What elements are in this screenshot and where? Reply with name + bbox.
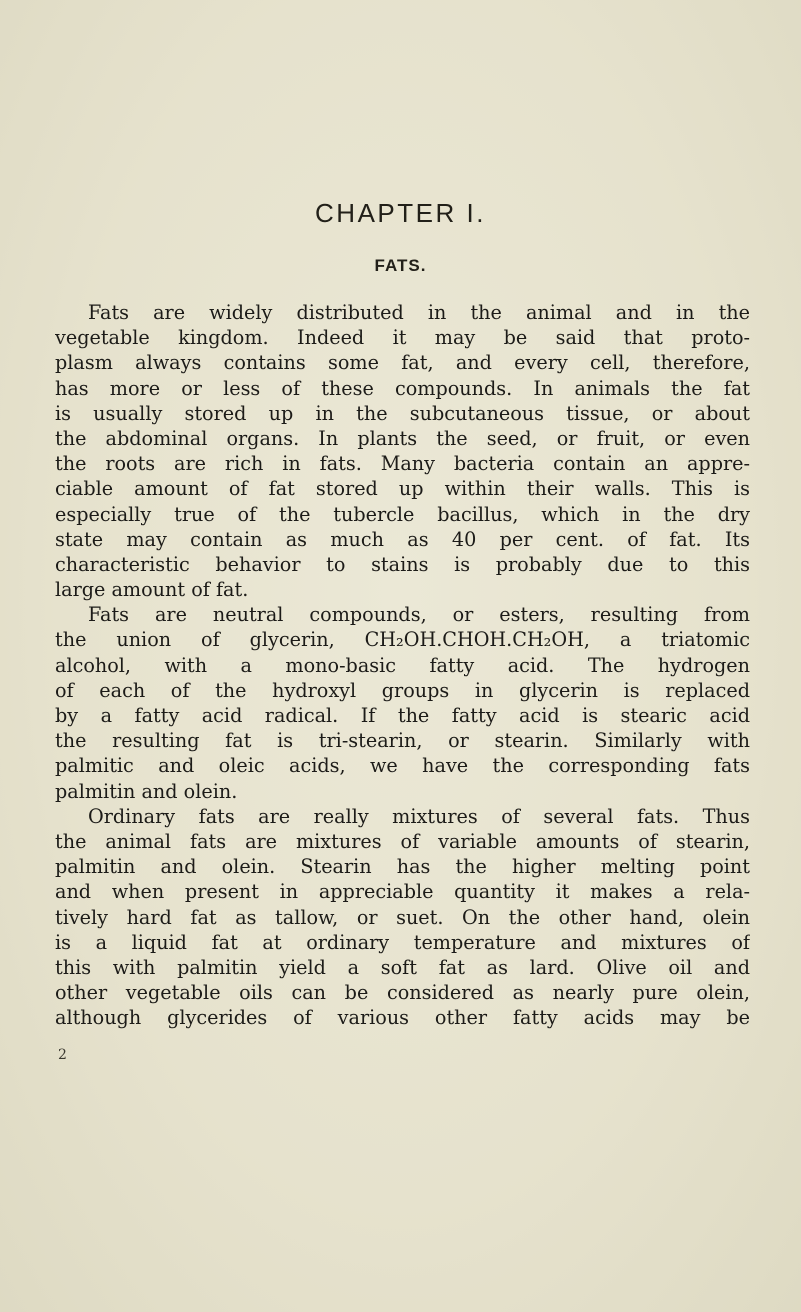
text-line: is usually stored up in the subcutaneous tissue, or about xyxy=(55,401,750,425)
text-line: the roots are rich in fats. Many bacteria contain an appre- xyxy=(55,452,750,476)
text-line: tively hard fat as tallow, or suet. On the other hand, olein xyxy=(55,905,750,929)
text-line: state may contain as much as 40 per cent. of fat. Its xyxy=(55,527,750,551)
text-line: palmitin and olein. Stearin has the higher melting point xyxy=(55,855,750,879)
text-line: other vegetable oils can be considered as nearly pure olein, xyxy=(55,981,750,1005)
section-title: FATS. xyxy=(374,256,427,275)
text-line: Fats are widely distributed in the animal and in the xyxy=(88,301,750,324)
text-line: this with palmitin yield a soft fat as lard. Olive oil and xyxy=(55,955,750,979)
text-line: large amount of fat. xyxy=(55,578,249,602)
text-line: of each of the hydroxyl groups in glycerin is replaced xyxy=(55,678,750,702)
body-text xyxy=(55,300,750,1030)
chapter-heading: CHAPTER I. xyxy=(315,198,486,228)
text-line: the abdominal organs. In plants the seed, or fruit, or even xyxy=(55,426,750,450)
text-line: palmitin and olein. xyxy=(55,779,238,803)
text-line: although glycerides of various other fatty acids may be xyxy=(55,1006,750,1030)
text-line: Fats are neutral compounds, or esters, resulting from xyxy=(88,603,750,627)
text-line: and when present in appreciable quantity it makes a rela- xyxy=(55,880,750,904)
text-line: especially true of the tubercle bacillus, which in the dry xyxy=(55,502,750,526)
text-line: the union of glycerin, CH₂OH.CHOH.CH₂OH, a triatomic xyxy=(55,628,750,652)
text-line: alcohol, with a mono-basic fatty acid. The hydrogen xyxy=(55,653,750,677)
page-number: 2 xyxy=(58,1047,67,1063)
text-line: is a liquid fat at ordinary temperature and mixtures of xyxy=(55,930,750,954)
text-line: has more or less of these compounds. In animals the fat xyxy=(55,376,750,400)
text-line: characteristic behavior to stains is probably due to this xyxy=(55,552,750,576)
text-line: plasm always contains some fat, and every cell, therefore, xyxy=(55,351,750,375)
text-line: Ordinary fats are really mixtures of several fats. Thus xyxy=(88,804,750,828)
text-line: the resulting fat is tri-stearin, or stearin. Similarly with xyxy=(55,729,750,753)
text-line: vegetable kingdom. Indeed it may be said that proto- xyxy=(55,326,750,350)
text-line: the animal fats are mixtures of variable amounts of stearin, xyxy=(55,829,750,853)
text-line: by a fatty acid radical. If the fatty acid is stearic acid xyxy=(55,704,750,727)
text-line: ciable amount of fat stored up within their walls. This is xyxy=(55,477,750,501)
text-line: palmitic and oleic acids, we have the corresponding fats xyxy=(55,754,750,778)
